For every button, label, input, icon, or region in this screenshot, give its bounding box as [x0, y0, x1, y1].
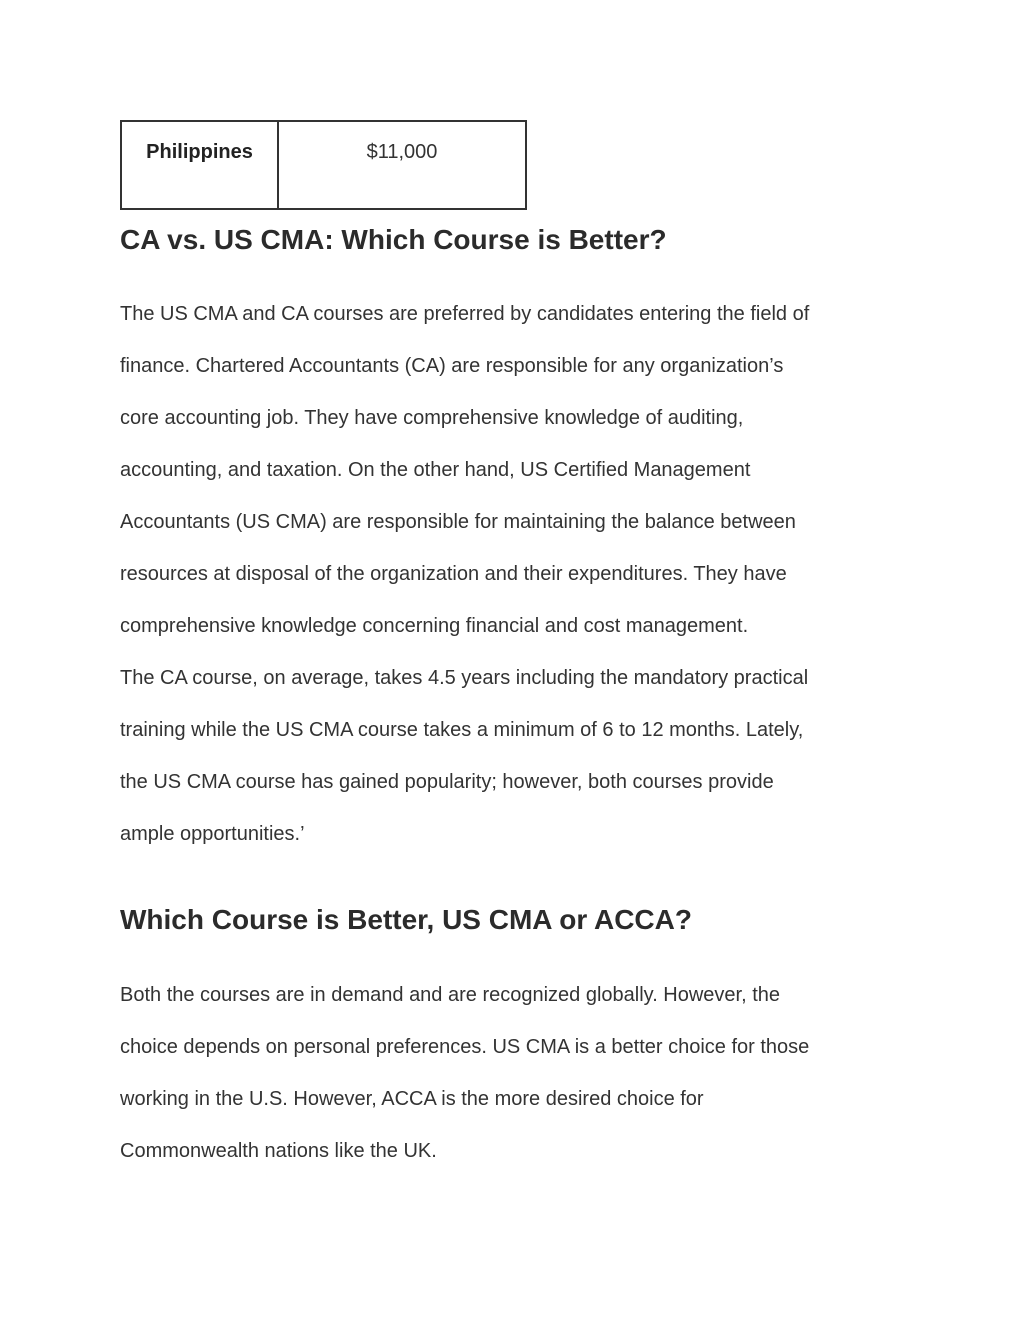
section-heading-ca-vs-cma: CA vs. US CMA: Which Course is Better? [120, 224, 667, 255]
paragraph-line: core accounting job. They have comprehensive knowledge of auditing, [120, 407, 744, 429]
paragraph-line: comprehensive knowledge concerning financial and cost management. [120, 615, 749, 637]
paragraph-line: The US CMA and CA courses are preferred by candidates entering the field of [120, 303, 810, 325]
section-paragraph-cma-vs-acca [120, 969, 910, 1177]
section-paragraph-ca-vs-cma [120, 288, 910, 860]
paragraph-line: choice depends on personal preferences. US CMA is a better choice for those [120, 1036, 810, 1058]
paragraph-line: training while the US CMA course takes a minimum of 6 to 12 months. Lately, [120, 719, 804, 741]
paragraph-line: ample opportunities.’ [120, 823, 305, 845]
salary-table [120, 120, 527, 210]
section-heading-cma-vs-acca: Which Course is Better, US CMA or ACCA? [120, 904, 692, 935]
paragraph-line: the US CMA course has gained popularity; however, both courses provide [120, 771, 774, 793]
paragraph-line: Commonwealth nations like the UK. [120, 1140, 437, 1162]
table-row [121, 121, 526, 209]
paragraph-line: resources at disposal of the organization and their expenditures. They have [120, 563, 787, 585]
paragraph-line: accounting, and taxation. On the other hand, US Certified Management [120, 459, 751, 481]
country-cell: Philippines [121, 121, 278, 209]
paragraph-line: working in the U.S. However, ACCA is the more desired choice for [120, 1088, 704, 1110]
paragraph-line: Accountants (US CMA) are responsible for maintaining the balance between [120, 511, 796, 533]
paragraph-line: The CA course, on average, takes 4.5 years including the mandatory practical [120, 667, 809, 689]
paragraph-line: Both the courses are in demand and are recognized globally. However, the [120, 984, 781, 1006]
salary-value-cell: $11,000 [278, 121, 526, 209]
paragraph-line: finance. Chartered Accountants (CA) are responsible for any organization’s [120, 355, 784, 377]
